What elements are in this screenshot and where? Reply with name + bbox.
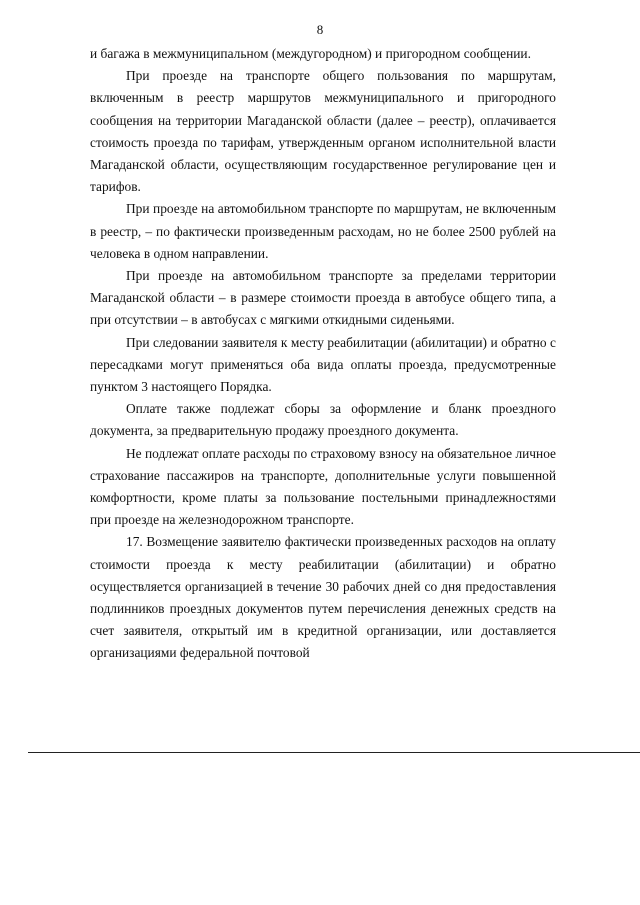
paragraph-auto-transport-outside-region: При проезде на автомобильном транспорте за пределами территории Магаданской области – в размере стоимости проезда в автобусе общего типа, а при отсутствии – в автобусах с мягкими откидными сиденьями. xyxy=(90,268,556,328)
footer-divider-line xyxy=(28,752,640,753)
document-body xyxy=(90,43,556,665)
paragraph-public-transport-registry: При проезде на транспорте общего пользования по маршрутам, включенным в реестр маршрутов межмуниципального и пригородного сообщения на территории Магаданской области (далее – реестр), оплачивается стоимость проезда по тарифам, утвержденным органом исполнительной власти Магаданской области, осуществляющим государственное регулирование цен и тарифов. xyxy=(90,68,556,195)
page-number: 8 xyxy=(316,22,324,37)
paragraph-transfers: При следовании заявителя к месту реабилитации (абилитации) и обратно с пересадками могут применяться оба вида оплаты проезда, предусмотренные пунктом 3 настоящего Порядка. xyxy=(90,334,556,395)
paragraph-fees: Оплате также подлежат сборы за оформление и бланк проездного документа, за предварительную продажу проездного документа. xyxy=(90,401,556,439)
paragraph-excluded-expenses: Не подлежат оплате расходы по страховому взносу на обязательное личное страхование пассажиров на транспорте, дополнительные услуги повышенной комфортности, кроме платы за пользование постельными принадлежностями при проезде на железнодорожном транспорте. xyxy=(90,445,556,528)
paragraph-auto-transport-not-in-registry: При проезде на автомобильном транспорте по маршрутам, не включенным в реестр, – по фактически произведенным расходам, но не более 2500 рублей на человека в одном направлении. xyxy=(90,201,556,261)
paragraph-luggage-continuation: и багажа в межмуниципальном (междугородном) и пригородном сообщении. xyxy=(90,46,531,61)
paragraph-item-17-reimbursement: 17. Возмещение заявителю фактически произведенных расходов на оплату стоимости проезда к месту реабилитации (абилитации) и обратно осуществляется организацией в течение 30 рабочих дней со дня предоставления подлинников проездных документов путем перечисления денежных средств на счет заявителя, открытый им в кредитной организации, или доставляется организациями федеральной почтовой xyxy=(90,534,556,661)
